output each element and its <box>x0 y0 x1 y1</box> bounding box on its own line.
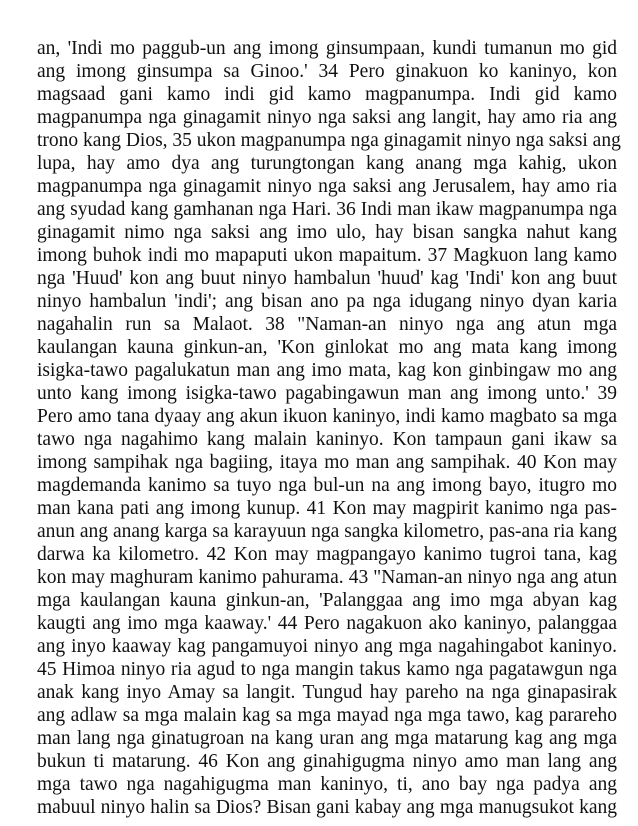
text-line: bukun ti matarung. 46 Kon ang ginahigugma ninyo amo man lang ang <box>37 751 617 772</box>
text-line: magdemanda kanimo sa tuyo nga bul-un na ang imong bayo, itugro mo <box>37 475 617 496</box>
text-line: nga 'Huud' kon ang buut ninyo hambalun 'huud' kag 'Indi' kon ang buut <box>37 268 617 289</box>
text-line: kaulangan kauna ginkun-an, 'Kon ginlokat mo ang mata kang imong <box>37 337 617 358</box>
text-line: kaugti ang imo mga kaaway.' 44 Pero nagakuon ako kaninyo, palanggaa <box>37 613 617 634</box>
text-line: imong buhok indi mo mapaputi ukon mapaitum. 37 Magkuon lang kamo <box>37 245 617 266</box>
text-line: ginagamit nimo nga saksi ang imo ulo, hay bisan sangka nahut kang <box>37 222 617 243</box>
text-line: man lang nga ginatugroan na kang uran ang mga matarung kag ang mga <box>37 728 617 749</box>
text-line: darwa ka kilometro. 42 Kon may magpangayo kanimo tugroi tana, kag <box>37 544 617 565</box>
text-line: magsaad gani kamo indi gid kamo magpanumpa. Indi gid kamo <box>37 84 617 105</box>
text-line: Pero amo tana dyaay ang akun ikuon kaninyo, indi kamo magbato sa mga <box>37 406 617 427</box>
text-line: magpanumpa nga ginagamit ninyo nga saksi ang Jerusalem, hay amo ria <box>37 176 617 197</box>
text-line: trono kang Dios, 35 ukon magpanumpa nga ginagamit ninyo nga saksi ang <box>37 130 621 151</box>
text-line: anun ang anang karga sa karayuun nga sangka kilometro, pas-ana ria kang <box>37 521 617 542</box>
text-line: ang syudad kang gamhanan nga Hari. 36 Indi man ikaw magpanumpa nga <box>37 199 617 220</box>
text-line: mga kaulangan kauna ginkun-an, 'Palanggaa ang imo mga abyan kag <box>37 590 617 611</box>
text-line: mga tawo nga nagahigugma man kaninyo, ti, ano bay nga padya ang <box>37 774 617 795</box>
text-line: nagahalin run sa Malaot. 38 "Naman-an ninyo nga ang atun mga <box>37 314 617 335</box>
text-line: 45 Himoa ninyo ria agud to nga mangin takus kamo nga pagatawgun nga <box>37 659 617 680</box>
text-line: isigka-tawo pagalukatun man ang imo mata, kag kon ginbingaw mo ang <box>37 360 617 381</box>
text-line: unto kang imong isigka-tawo pagabingawun man ang imong unto.' 39 <box>37 383 617 404</box>
text-line: ang imong ginsumpa sa Ginoo.' 34 Pero ginakuon ko kaninyo, kon <box>37 61 617 82</box>
text-line: ninyo hambalun 'indi'; ang bisan ano pa nga idugang ninyo dyan karia <box>37 291 617 312</box>
text-line: ang adlaw sa mga malain kag sa mga mayad nga mga tawo, kag parareho <box>37 705 617 726</box>
text-line: an, 'Indi mo paggub-un ang imong ginsumpaan, kundi tumanun mo gid <box>37 38 617 59</box>
text-line: ang inyo kaaway kag pangamuyoi ninyo ang mga nagahingabot kaninyo. <box>37 636 617 657</box>
text-line: mabuul ninyo halin sa Dios? Bisan gani kabay ang mga manugsukot kang <box>37 797 617 818</box>
body-text <box>37 37 621 819</box>
text-line: man kana pati ang imong kunup. 41 Kon may magpirit kanimo nga pas- <box>37 498 617 519</box>
text-line: tawo nga nagahimo kang malain kaninyo. Kon tampaun gani ikaw sa <box>37 429 617 450</box>
text-line: anak kang inyo Amay sa langit. Tungud hay pareho na nga ginapasirak <box>37 682 617 703</box>
text-line: imong sampihak nga bagiing, itaya mo man ang sampihak. 40 Kon may <box>37 452 617 473</box>
text-line: lupa, hay amo dya ang turungtongan kang anang mga kahig, ukon <box>37 153 617 174</box>
text-line: kon may maghuram kanimo pahurama. 43 "Naman-an ninyo nga ang atun <box>37 567 617 588</box>
text-line: magpanumpa nga ginagamit ninyo nga saksi ang langit, hay amo ria ang <box>37 107 617 128</box>
